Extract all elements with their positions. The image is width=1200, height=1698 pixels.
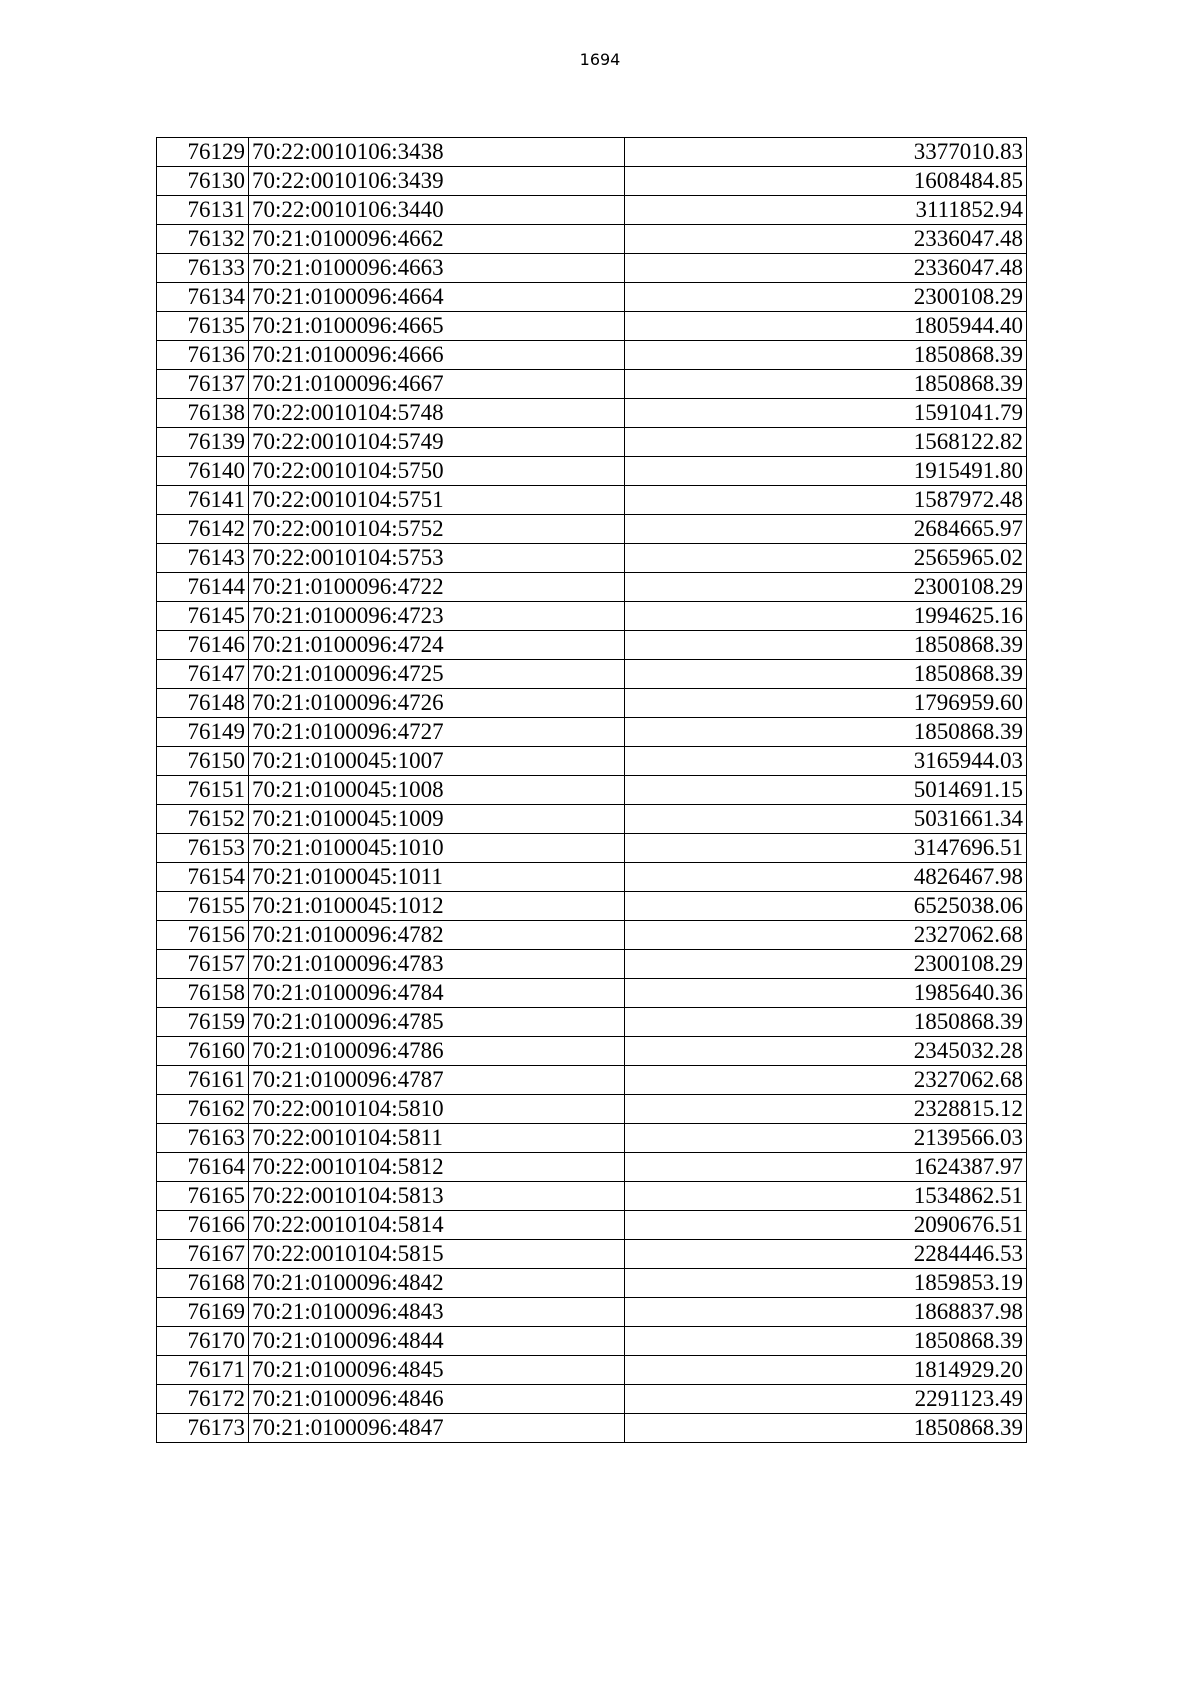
cadastral-number-cell: 70:21:0100096:4782 — [249, 921, 625, 950]
cadastral-number-cell: 70:21:0100096:4846 — [249, 1385, 625, 1414]
cadastral-value-cell: 1850868.39 — [625, 1414, 1027, 1443]
cadastral-value-cell: 2327062.68 — [625, 1066, 1027, 1095]
table-row — [157, 892, 1027, 921]
cadastral-number-cell: 70:21:0100096:4785 — [249, 1008, 625, 1037]
row-number-cell: 76168 — [157, 1269, 249, 1298]
row-number-cell: 76138 — [157, 399, 249, 428]
table-row — [157, 1356, 1027, 1385]
cadastral-value-cell: 1915491.80 — [625, 457, 1027, 486]
cadastral-value-cell: 1850868.39 — [625, 631, 1027, 660]
table-row — [157, 747, 1027, 776]
table-row — [157, 950, 1027, 979]
cadastral-value-cell: 1850868.39 — [625, 718, 1027, 747]
table-row — [157, 979, 1027, 1008]
cadastral-value-cell: 1591041.79 — [625, 399, 1027, 428]
cadastral-value-cell: 1859853.19 — [625, 1269, 1027, 1298]
table-row — [157, 312, 1027, 341]
row-number-cell: 76136 — [157, 341, 249, 370]
cadastral-number-cell: 70:22:0010104:5815 — [249, 1240, 625, 1269]
table-row — [157, 341, 1027, 370]
cadastral-number-cell: 70:22:0010104:5811 — [249, 1124, 625, 1153]
cadastral-number-cell: 70:21:0100096:4667 — [249, 370, 625, 399]
table-row — [157, 1153, 1027, 1182]
cadastral-value-cell: 1850868.39 — [625, 1327, 1027, 1356]
cadastral-value-cell: 1568122.82 — [625, 428, 1027, 457]
cadastral-value-cell: 2300108.29 — [625, 950, 1027, 979]
cadastral-value-cell: 1587972.48 — [625, 486, 1027, 515]
cadastral-value-cell: 5031661.34 — [625, 805, 1027, 834]
table-row — [157, 573, 1027, 602]
cadastral-number-cell: 70:21:0100045:1008 — [249, 776, 625, 805]
cadastral-number-cell: 70:21:0100045:1012 — [249, 892, 625, 921]
table-row — [157, 1095, 1027, 1124]
row-number-cell: 76130 — [157, 167, 249, 196]
table-row — [157, 1066, 1027, 1095]
table-row — [157, 1327, 1027, 1356]
cadastral-number-cell: 70:21:0100096:4844 — [249, 1327, 625, 1356]
cadastral-number-cell: 70:21:0100096:4784 — [249, 979, 625, 1008]
table-row — [157, 660, 1027, 689]
cadastral-number-cell: 70:21:0100045:1011 — [249, 863, 625, 892]
row-number-cell: 76151 — [157, 776, 249, 805]
row-number-cell: 76167 — [157, 1240, 249, 1269]
row-number-cell: 76150 — [157, 747, 249, 776]
row-number-cell: 76161 — [157, 1066, 249, 1095]
cadastral-number-cell: 70:22:0010104:5813 — [249, 1182, 625, 1211]
cadastral-number-cell: 70:21:0100096:4724 — [249, 631, 625, 660]
row-number-cell: 76149 — [157, 718, 249, 747]
cadastral-value-cell: 1796959.60 — [625, 689, 1027, 718]
cadastral-number-cell: 70:21:0100045:1007 — [249, 747, 625, 776]
cadastral-number-cell: 70:22:0010104:5814 — [249, 1211, 625, 1240]
cadastral-number-cell: 70:21:0100096:4663 — [249, 254, 625, 283]
cadastral-value-cell: 3147696.51 — [625, 834, 1027, 863]
row-number-cell: 76133 — [157, 254, 249, 283]
row-number-cell: 76169 — [157, 1298, 249, 1327]
table-row — [157, 1008, 1027, 1037]
row-number-cell: 76140 — [157, 457, 249, 486]
cadastral-number-cell: 70:22:0010104:5810 — [249, 1095, 625, 1124]
cadastral-value-cell: 2291123.49 — [625, 1385, 1027, 1414]
row-number-cell: 76159 — [157, 1008, 249, 1037]
table-row — [157, 1269, 1027, 1298]
table-row — [157, 1124, 1027, 1153]
row-number-cell: 76163 — [157, 1124, 249, 1153]
cadastral-value-cell: 5014691.15 — [625, 776, 1027, 805]
cadastral-number-cell: 70:22:0010104:5749 — [249, 428, 625, 457]
table-body — [157, 138, 1027, 1443]
cadastral-number-cell: 70:21:0100096:4787 — [249, 1066, 625, 1095]
cadastral-number-cell: 70:22:0010106:3438 — [249, 138, 625, 167]
table-row — [157, 1240, 1027, 1269]
row-number-cell: 76172 — [157, 1385, 249, 1414]
table-row — [157, 225, 1027, 254]
cadastral-value-cell: 1805944.40 — [625, 312, 1027, 341]
cadastral-number-cell: 70:21:0100096:4664 — [249, 283, 625, 312]
table-row — [157, 805, 1027, 834]
table-row — [157, 776, 1027, 805]
row-number-cell: 76135 — [157, 312, 249, 341]
cadastral-number-cell: 70:21:0100096:4665 — [249, 312, 625, 341]
row-number-cell: 76152 — [157, 805, 249, 834]
row-number-cell: 76173 — [157, 1414, 249, 1443]
cadastral-value-cell: 2300108.29 — [625, 573, 1027, 602]
table-row — [157, 1211, 1027, 1240]
row-number-cell: 76137 — [157, 370, 249, 399]
cadastral-number-cell: 70:21:0100096:4725 — [249, 660, 625, 689]
cadastral-number-cell: 70:21:0100096:4666 — [249, 341, 625, 370]
cadastral-value-cell: 2090676.51 — [625, 1211, 1027, 1240]
table-row — [157, 834, 1027, 863]
cadastral-value-cell: 2300108.29 — [625, 283, 1027, 312]
cadastral-number-cell: 70:22:0010104:5812 — [249, 1153, 625, 1182]
cadastral-number-cell: 70:21:0100096:4723 — [249, 602, 625, 631]
table-row — [157, 718, 1027, 747]
table-row — [157, 1182, 1027, 1211]
row-number-cell: 76166 — [157, 1211, 249, 1240]
table-row — [157, 921, 1027, 950]
row-number-cell: 76132 — [157, 225, 249, 254]
cadastral-number-cell: 70:21:0100096:4662 — [249, 225, 625, 254]
cadastral-value-cell: 3377010.83 — [625, 138, 1027, 167]
cadastral-number-cell: 70:22:0010104:5752 — [249, 515, 625, 544]
row-number-cell: 76144 — [157, 573, 249, 602]
row-number-cell: 76155 — [157, 892, 249, 921]
table-row — [157, 1037, 1027, 1066]
table-row — [157, 457, 1027, 486]
cadastral-value-cell: 3111852.94 — [625, 196, 1027, 225]
row-number-cell: 76160 — [157, 1037, 249, 1066]
row-number-cell: 76171 — [157, 1356, 249, 1385]
table-row — [157, 544, 1027, 573]
cadastral-number-cell: 70:22:0010106:3439 — [249, 167, 625, 196]
cadastral-value-cell: 1814929.20 — [625, 1356, 1027, 1385]
cadastral-number-cell: 70:22:0010104:5750 — [249, 457, 625, 486]
table-row — [157, 370, 1027, 399]
table-row — [157, 486, 1027, 515]
cadastral-value-cell: 1850868.39 — [625, 660, 1027, 689]
cadastral-value-cell: 2328815.12 — [625, 1095, 1027, 1124]
cadastral-value-cell: 2139566.03 — [625, 1124, 1027, 1153]
cadastral-value-cell: 1994625.16 — [625, 602, 1027, 631]
table-row — [157, 1298, 1027, 1327]
cadastral-number-cell: 70:21:0100045:1010 — [249, 834, 625, 863]
row-number-cell: 76154 — [157, 863, 249, 892]
cadastral-value-cell: 2336047.48 — [625, 225, 1027, 254]
row-number-cell: 76156 — [157, 921, 249, 950]
row-number-cell: 76143 — [157, 544, 249, 573]
cadastral-value-cell: 1534862.51 — [625, 1182, 1027, 1211]
table-row — [157, 428, 1027, 457]
page-number: 1694 — [579, 50, 621, 69]
cadastral-value-cell: 2336047.48 — [625, 254, 1027, 283]
cadastral-number-cell: 70:21:0100096:4783 — [249, 950, 625, 979]
row-number-cell: 76158 — [157, 979, 249, 1008]
row-number-cell: 76170 — [157, 1327, 249, 1356]
row-number-cell: 76142 — [157, 515, 249, 544]
cadastral-number-cell: 70:21:0100096:4722 — [249, 573, 625, 602]
cadastral-number-cell: 70:21:0100096:4726 — [249, 689, 625, 718]
cadastral-number-cell: 70:21:0100096:4845 — [249, 1356, 625, 1385]
cadastral-value-cell: 3165944.03 — [625, 747, 1027, 776]
cadastral-value-cell: 6525038.06 — [625, 892, 1027, 921]
row-number-cell: 76129 — [157, 138, 249, 167]
table-row — [157, 515, 1027, 544]
cadastral-value-cell: 1868837.98 — [625, 1298, 1027, 1327]
table-row — [157, 602, 1027, 631]
cadastral-value-cell: 1850868.39 — [625, 370, 1027, 399]
row-number-cell: 76131 — [157, 196, 249, 225]
cadastral-number-cell: 70:21:0100096:4727 — [249, 718, 625, 747]
table-row — [157, 167, 1027, 196]
row-number-cell: 76147 — [157, 660, 249, 689]
cadastral-number-cell: 70:21:0100096:4843 — [249, 1298, 625, 1327]
row-number-cell: 76139 — [157, 428, 249, 457]
table-row — [157, 138, 1027, 167]
cadastral-value-cell: 2565965.02 — [625, 544, 1027, 573]
cadastral-value-cell: 1850868.39 — [625, 1008, 1027, 1037]
row-number-cell: 76157 — [157, 950, 249, 979]
cadastral-number-cell: 70:22:0010104:5753 — [249, 544, 625, 573]
cadastral-value-cell: 2327062.68 — [625, 921, 1027, 950]
cadastral-number-cell: 70:22:0010106:3440 — [249, 196, 625, 225]
table-row — [157, 1414, 1027, 1443]
cadastral-number-cell: 70:21:0100096:4786 — [249, 1037, 625, 1066]
cadastral-number-cell: 70:22:0010104:5751 — [249, 486, 625, 515]
row-number-cell: 76164 — [157, 1153, 249, 1182]
row-number-cell: 76153 — [157, 834, 249, 863]
table-row — [157, 399, 1027, 428]
table-row — [157, 1385, 1027, 1414]
row-number-cell: 76134 — [157, 283, 249, 312]
cadastral-number-cell: 70:21:0100045:1009 — [249, 805, 625, 834]
table-row — [157, 283, 1027, 312]
cadastral-value-table — [156, 137, 1027, 1443]
cadastral-value-cell: 2284446.53 — [625, 1240, 1027, 1269]
table-row — [157, 631, 1027, 660]
row-number-cell: 76146 — [157, 631, 249, 660]
cadastral-number-cell: 70:21:0100096:4842 — [249, 1269, 625, 1298]
cadastral-number-cell: 70:22:0010104:5748 — [249, 399, 625, 428]
table-row — [157, 254, 1027, 283]
cadastral-value-cell: 1985640.36 — [625, 979, 1027, 1008]
cadastral-value-cell: 1624387.97 — [625, 1153, 1027, 1182]
table-row — [157, 196, 1027, 225]
row-number-cell: 76145 — [157, 602, 249, 631]
cadastral-value-cell: 4826467.98 — [625, 863, 1027, 892]
table-row — [157, 863, 1027, 892]
row-number-cell: 76162 — [157, 1095, 249, 1124]
cadastral-value-cell: 1608484.85 — [625, 167, 1027, 196]
cadastral-value-cell: 1850868.39 — [625, 341, 1027, 370]
cadastral-value-cell: 2345032.28 — [625, 1037, 1027, 1066]
table-row — [157, 689, 1027, 718]
row-number-cell: 76165 — [157, 1182, 249, 1211]
row-number-cell: 76141 — [157, 486, 249, 515]
cadastral-value-cell: 2684665.97 — [625, 515, 1027, 544]
cadastral-number-cell: 70:21:0100096:4847 — [249, 1414, 625, 1443]
row-number-cell: 76148 — [157, 689, 249, 718]
